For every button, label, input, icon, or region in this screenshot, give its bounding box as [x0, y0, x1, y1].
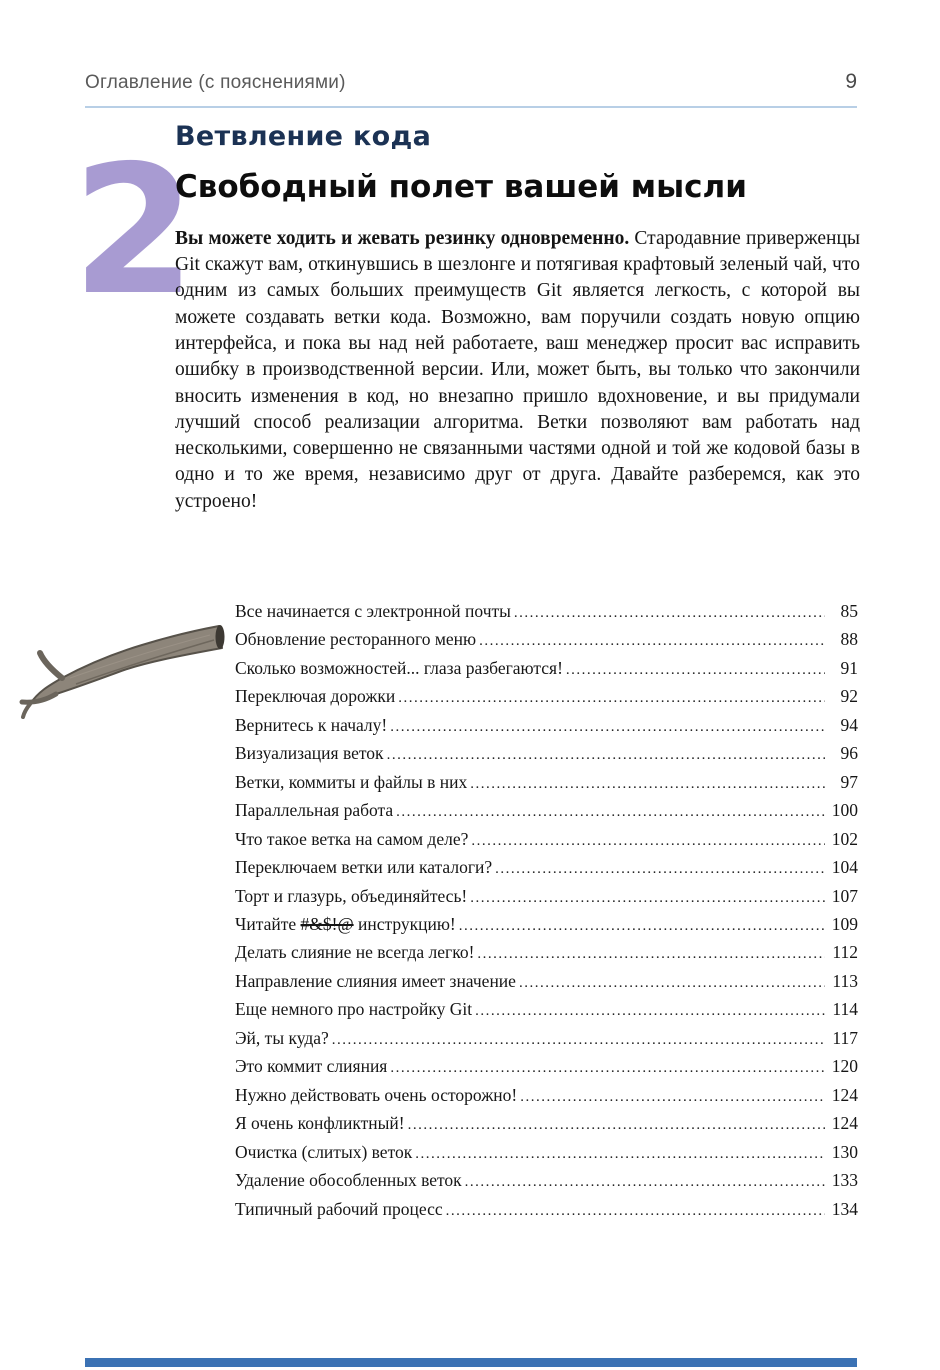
chapter-title: Свободный полет вашей мысли [175, 168, 747, 205]
toc-entry-label: Очистка (слитых) веток [235, 1141, 413, 1162]
chapter-number: 2 [72, 127, 196, 334]
toc-entry [235, 797, 858, 825]
toc-entry-label: Это коммит слияния [235, 1056, 388, 1077]
toc-list [235, 598, 858, 1224]
toc-entry-label: Направление слияния имеет значение [235, 970, 516, 991]
toc-entry-page: 85 [840, 601, 858, 621]
lead-body-text: Стародавние приверженцы Git скажут вам, откинувшись в шезлонге и потягивая крафтовый зеленый чай, что одним из самых больших преимуществ Git является легкость, с которой вы можете создавать ветки кода. Возможно, вам поручили создать новую опцию интерфейса, и пока вы над ней работаете, ваш менеджер просит вас исправить ошибку в производственной версии. Или, может быть, вы только что закончили вносить изменения в код, но внезапно пришло вдохновение, и вы придумали лучший способ реализации алгоритма. Ветки позволяют вам работать над несколькими, совершенно не связанными частями одной и той же кодовой базы в одно и то же время, независимо друг от друга. Давайте разберемся, как это устроено! [175, 227, 860, 512]
toc-entry [235, 769, 858, 797]
toc-entry-label: Нужно действовать очень осторожно! [235, 1084, 518, 1105]
toc-leader-dots [495, 854, 825, 882]
toc-entry-struck-text: #&$!@ [300, 913, 354, 934]
toc-leader-dots [332, 1025, 825, 1053]
toc-entry-label: Переключая дорожки [235, 686, 396, 707]
toc-leader-dots [520, 1082, 825, 1110]
toc-entry [235, 655, 858, 683]
toc-entry-label: Визуализация веток [235, 743, 384, 764]
toc-entry-label: Типичный рабочий процесс [235, 1198, 443, 1219]
toc-entry-page: 94 [840, 714, 858, 735]
toc-leader-dots [475, 996, 825, 1024]
toc-entry-label: Читайте #&$!@ инструкцию! [235, 913, 456, 934]
toc-leader-dots [390, 1053, 825, 1081]
toc-entry-page: 117 [832, 1027, 858, 1048]
lead-bold-sentence: Вы можете ходить и жевать резинку одновременно. [175, 227, 630, 249]
toc-leader-dots [459, 911, 825, 939]
toc-leader-dots [446, 1196, 825, 1224]
toc-leader-dots [471, 826, 825, 854]
toc-entry [235, 1082, 858, 1110]
toc-entry-label: Торт и глазурь, объединяйтесь! [235, 885, 468, 906]
toc-entry [235, 939, 858, 967]
toc-entry-page: 113 [832, 970, 858, 991]
toc-entry [235, 883, 858, 911]
toc-entry-page: 134 [831, 1198, 858, 1219]
toc-entry [235, 996, 858, 1024]
toc-entry [235, 683, 858, 711]
chapter-opener [175, 122, 860, 535]
toc-entry-page: 100 [831, 800, 858, 821]
toc-leader-dots [390, 712, 825, 740]
page-number: 9 [845, 70, 857, 93]
toc-entry [235, 911, 858, 939]
toc-entry [235, 626, 858, 654]
toc-entry [235, 968, 858, 996]
toc-entry-page: 133 [831, 1170, 858, 1191]
toc-leader-dots [566, 655, 825, 683]
toc-entry-page: 92 [840, 686, 858, 707]
toc-leader-dots [415, 1139, 825, 1167]
toc-entry-page: 124 [831, 1084, 858, 1105]
toc-entry-page: 130 [831, 1141, 858, 1162]
toc-entry [235, 826, 858, 854]
toc-entry-label: Обновление ресторанного меню [235, 629, 477, 650]
running-head-title: Оглавление (с пояснениями) [85, 72, 346, 93]
toc-entry-label: Я очень конфликтный! [235, 1113, 405, 1134]
toc-entry [235, 1110, 858, 1138]
toc-entry-page: 107 [831, 885, 858, 906]
toc-leader-dots [387, 740, 825, 768]
toc-entry-page: 120 [831, 1056, 858, 1077]
toc-entry-label: Все начинается с электронной почты [235, 601, 511, 621]
toc-entry-label: Удаление обособленных веток [235, 1170, 462, 1191]
toc-entry-label: Параллельная работа [235, 800, 394, 821]
running-head [85, 70, 857, 108]
toc-entry-page: 96 [840, 743, 858, 764]
toc-entry-page: 114 [832, 999, 858, 1020]
toc-entry [235, 598, 858, 626]
branch-sketch-image [14, 612, 230, 728]
toc-entry [235, 1167, 858, 1195]
toc-entry-label: Переключаем ветки или каталоги? [235, 857, 493, 878]
toc-leader-dots [465, 1167, 825, 1195]
toc-leader-dots [408, 1110, 825, 1138]
toc-entry-label: Эй, ты куда? [235, 1027, 329, 1048]
toc-entry [235, 712, 858, 740]
toc-entry-page: 91 [840, 657, 858, 678]
toc-entry-label: Вернитесь к началу! [235, 714, 388, 735]
toc-leader-dots [514, 598, 825, 626]
toc-entry-label: Еще немного про настройку Git [235, 999, 473, 1020]
toc-leader-dots [477, 939, 825, 967]
toc-entry [235, 1196, 858, 1224]
toc-entry-page: 104 [831, 857, 858, 878]
toc-entry-page: 109 [831, 913, 858, 934]
toc-entry-page: 97 [840, 771, 858, 792]
footer-accent-bar [85, 1358, 857, 1367]
toc-entry-label: Что такое ветка на самом деле? [235, 828, 469, 849]
toc-entry [235, 1025, 858, 1053]
toc-entry [235, 1139, 858, 1167]
toc-leader-dots [398, 683, 825, 711]
toc-entry [235, 740, 858, 768]
chapter-lead-paragraph [175, 226, 860, 515]
toc-entry-label: Ветки, коммиты и файлы в них [235, 771, 468, 792]
toc-leader-dots [396, 797, 825, 825]
toc-entry-page: 124 [831, 1113, 858, 1134]
toc-entry-page: 112 [832, 942, 858, 963]
toc-leader-dots [519, 968, 825, 996]
toc-leader-dots [470, 883, 825, 911]
toc-entry [235, 854, 858, 882]
toc-entry [235, 1053, 858, 1081]
chapter-kicker: Ветвление кода [175, 121, 432, 152]
toc-entry-label: Делать слияние не всегда легко! [235, 942, 475, 963]
toc-entry-page: 88 [840, 629, 858, 650]
toc-entry-page: 102 [831, 828, 858, 849]
toc-entry-label: Сколько возможностей... глаза разбегаются! [235, 657, 563, 678]
toc-leader-dots [470, 769, 825, 797]
toc-leader-dots [479, 626, 825, 654]
